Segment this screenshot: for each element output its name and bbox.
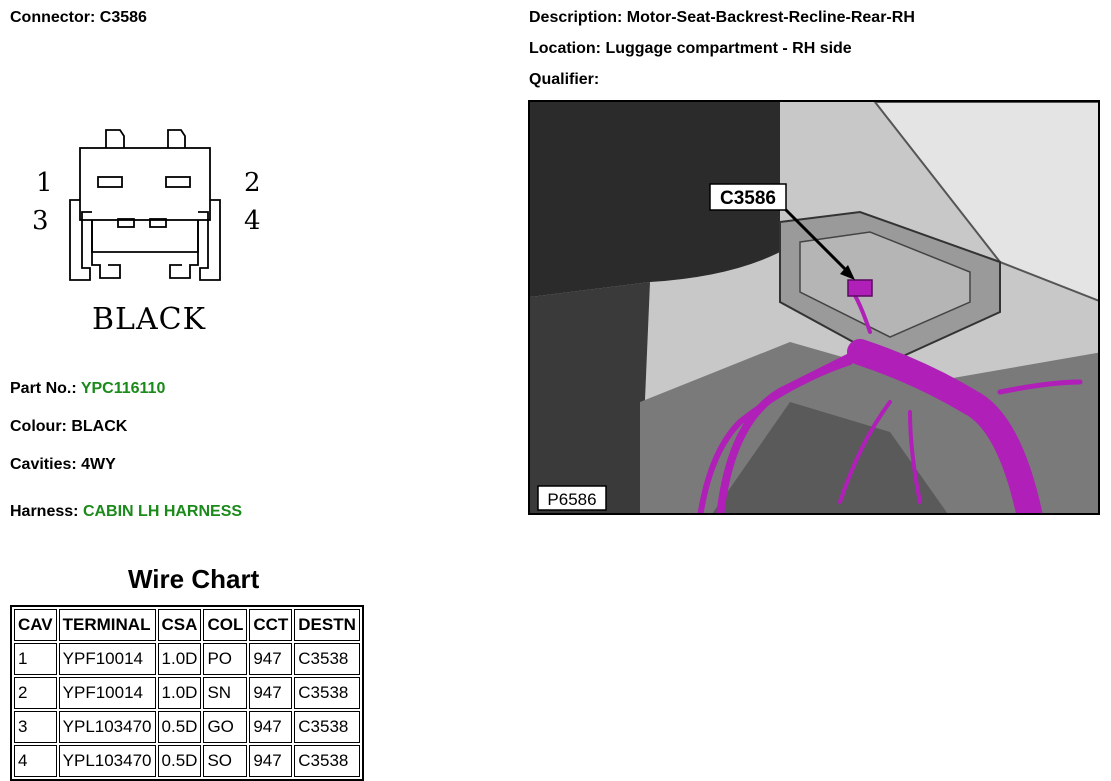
diagram-colour-label: BLACK [92,302,206,337]
pin-label: 2 [244,168,261,198]
pin-label: 1 [36,168,53,198]
description-value: Motor-Seat-Backrest-Recline-Rear-RH [626,9,915,26]
cell-cav: 3 [14,711,57,743]
colour-value: BLACK [71,418,128,435]
cell-csa: 1.0D [158,677,202,709]
cell-cav: 1 [14,643,57,675]
location-photo [528,100,1100,515]
cell-terminal: YPL103470 [59,711,156,743]
header-cct: CCT [249,609,292,641]
cell-destn: C3538 [294,711,360,743]
pin-label: 4 [244,206,261,236]
table-row [14,643,360,675]
pin-label: 3 [32,206,49,236]
part-no-line [10,380,165,398]
cell-csa: 0.5D [158,711,202,743]
connector-label: Connector: [10,9,96,26]
cell-col: SO [203,745,247,777]
cell-cct: 947 [249,643,292,675]
cell-terminal: YPF10014 [59,643,156,675]
qualifier-line [529,71,599,89]
description-line [529,9,915,27]
cell-terminal: YPF10014 [59,677,156,709]
photo-id: P6586 [547,490,597,509]
cell-cct: 947 [249,745,292,777]
cell-cct: 947 [249,677,292,709]
part-no-label: Part No.: [10,380,77,397]
cell-destn: C3538 [294,677,360,709]
qualifier-label: Qualifier: [529,71,600,88]
vehicle-interior-illustration [530,102,1100,515]
header-cav: CAV [14,609,57,641]
cell-terminal: YPL103470 [59,745,156,777]
colour-line [10,418,127,436]
cell-col: SN [203,677,247,709]
wire-chart-title: Wire Chart [128,564,260,594]
cell-cav: 4 [14,745,57,777]
cell-destn: C3538 [294,745,360,777]
wire-chart-table [10,605,364,781]
cell-cct: 947 [249,711,292,743]
header-csa: CSA [158,609,202,641]
harness-line [10,503,242,521]
location-value: Luggage compartment - RH side [605,40,852,57]
connector-line [10,9,147,27]
cavities-label: Cavities: [10,456,77,473]
description-label: Description: [529,9,623,26]
header-destn: DESTN [294,609,360,641]
table-header-row [14,609,360,641]
photo-callout: C3586 [720,188,776,209]
connector-value: C3586 [99,9,147,26]
harness-link[interactable]: CABIN LH HARNESS [82,503,243,520]
table-row [14,745,360,777]
location-line [529,40,852,58]
cell-destn: C3538 [294,643,360,675]
cell-col: GO [203,711,247,743]
header-terminal: TERMINAL [59,609,156,641]
cavities-value: 4WY [81,456,116,473]
cell-csa: 0.5D [158,745,202,777]
cell-csa: 1.0D [158,643,202,675]
part-no-link[interactable]: YPC116110 [80,380,166,397]
location-label: Location: [529,40,601,57]
harness-label: Harness: [10,503,79,520]
header-col: COL [203,609,247,641]
cell-col: PO [203,643,247,675]
colour-label: Colour: [10,418,67,435]
cell-cav: 2 [14,677,57,709]
table-row [14,711,360,743]
cavities-line [10,456,116,474]
table-row [14,677,360,709]
connector-face-diagram [28,120,278,345]
